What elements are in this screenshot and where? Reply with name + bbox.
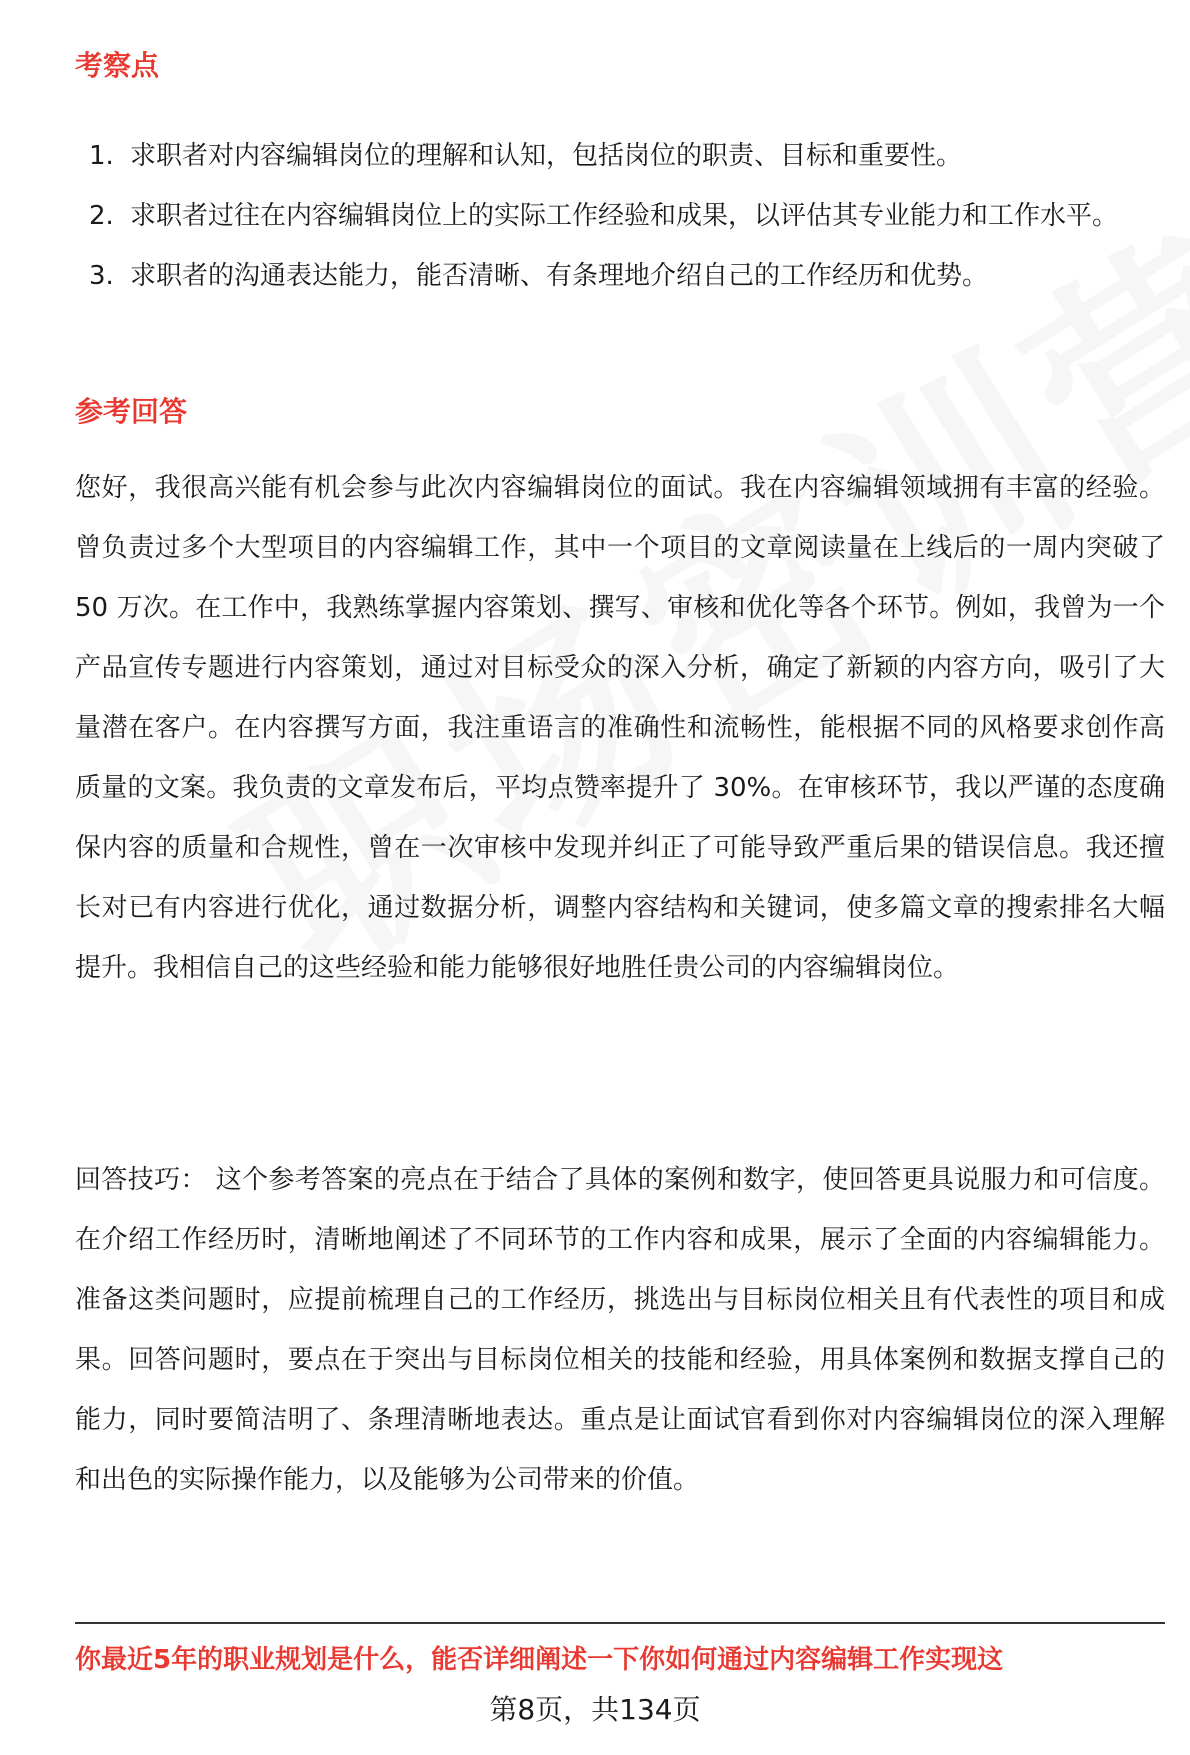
list-number: 1. <box>89 141 114 171</box>
list-item-text: 求职者的沟通表达能力，能否清晰、有条理地介绍自己的工作经历和优势。 <box>130 261 989 291</box>
answer-paragraph: 您好，我很高兴能有机会参与此次内容编辑岗位的面试。我在内容编辑领域拥有丰富的经验。曾负责过多个大型项目的内容编辑工作，其中一个项目的文章阅读量在上线后的一周内突破了 50 万次。在工作中，我熟练掌握内容策划、撰写、审核和优化等各个环节。例如，我曾为一个产品宣传专题进行内容策划，通过对目标受众的深入分析，确定了新颖的内容方向，吸引了大量潜在客户。在内容撰写方面，我注重语言的准确性和流畅性，能根据不同的风格要求创作高质量的文案。我负责的文章发布后，平均点赞率提升了 30%。在审核环节，我以严谨的态度确保内容的质量和合规性，曾在一次审核中发现并纠正了可能导致严重后果的错误信息。我还擅长对已有内容进行优化，通过数据分析，调整内容结构和关键词，使多篇文章的搜索排名大幅提升。我相信自己的这些经验和能力能够很好地胜任贵公司的内容编辑岗位。 <box>75 473 1165 983</box>
next-question-heading: 你最近5年的职业规划是什么，能否详细阐述一下你如何通过内容编辑工作实现这 <box>75 1645 1004 1675</box>
list-item <box>75 186 1165 246</box>
list-item <box>75 246 1165 306</box>
focus-list <box>75 126 1165 306</box>
list-item-text: 求职者对内容编辑岗位的理解和认知，包括岗位的职责、目标和重要性。 <box>130 141 963 171</box>
list-item-text: 求职者过往在内容编辑岗位上的实际工作经验和成果，以评估其专业能力和工作水平。 <box>130 201 1119 231</box>
section-heading-answer: 参考回答 <box>75 395 188 428</box>
tips-paragraph: 回答技巧： 这个参考答案的亮点在于结合了具体的案例和数字，使回答更具说服力和可信度。在介绍工作经历时，清晰地阐述了不同环节的工作内容和成果，展示了全面的内容编辑能力。准备这类问题时，应提前梳理自己的工作经历，挑选出与目标岗位相关且有代表性的项目和成果。回答问题时，要点在于突出与目标岗位相关的技能和经验，用具体案例和数据支撑自己的能力，同时要简洁明了、条理清晰地表达。重点是让面试官看到你对内容编辑岗位的深入理解和出色的实际操作能力，以及能够为公司带来的价值。 <box>75 1165 1165 1495</box>
divider <box>75 1622 1165 1624</box>
list-number: 2. <box>89 201 114 231</box>
list-item <box>75 126 1165 186</box>
section-heading-focus: 考察点 <box>75 49 160 82</box>
page-number: 第8页，共134页 <box>489 1693 701 1726</box>
list-number: 3. <box>89 261 114 291</box>
